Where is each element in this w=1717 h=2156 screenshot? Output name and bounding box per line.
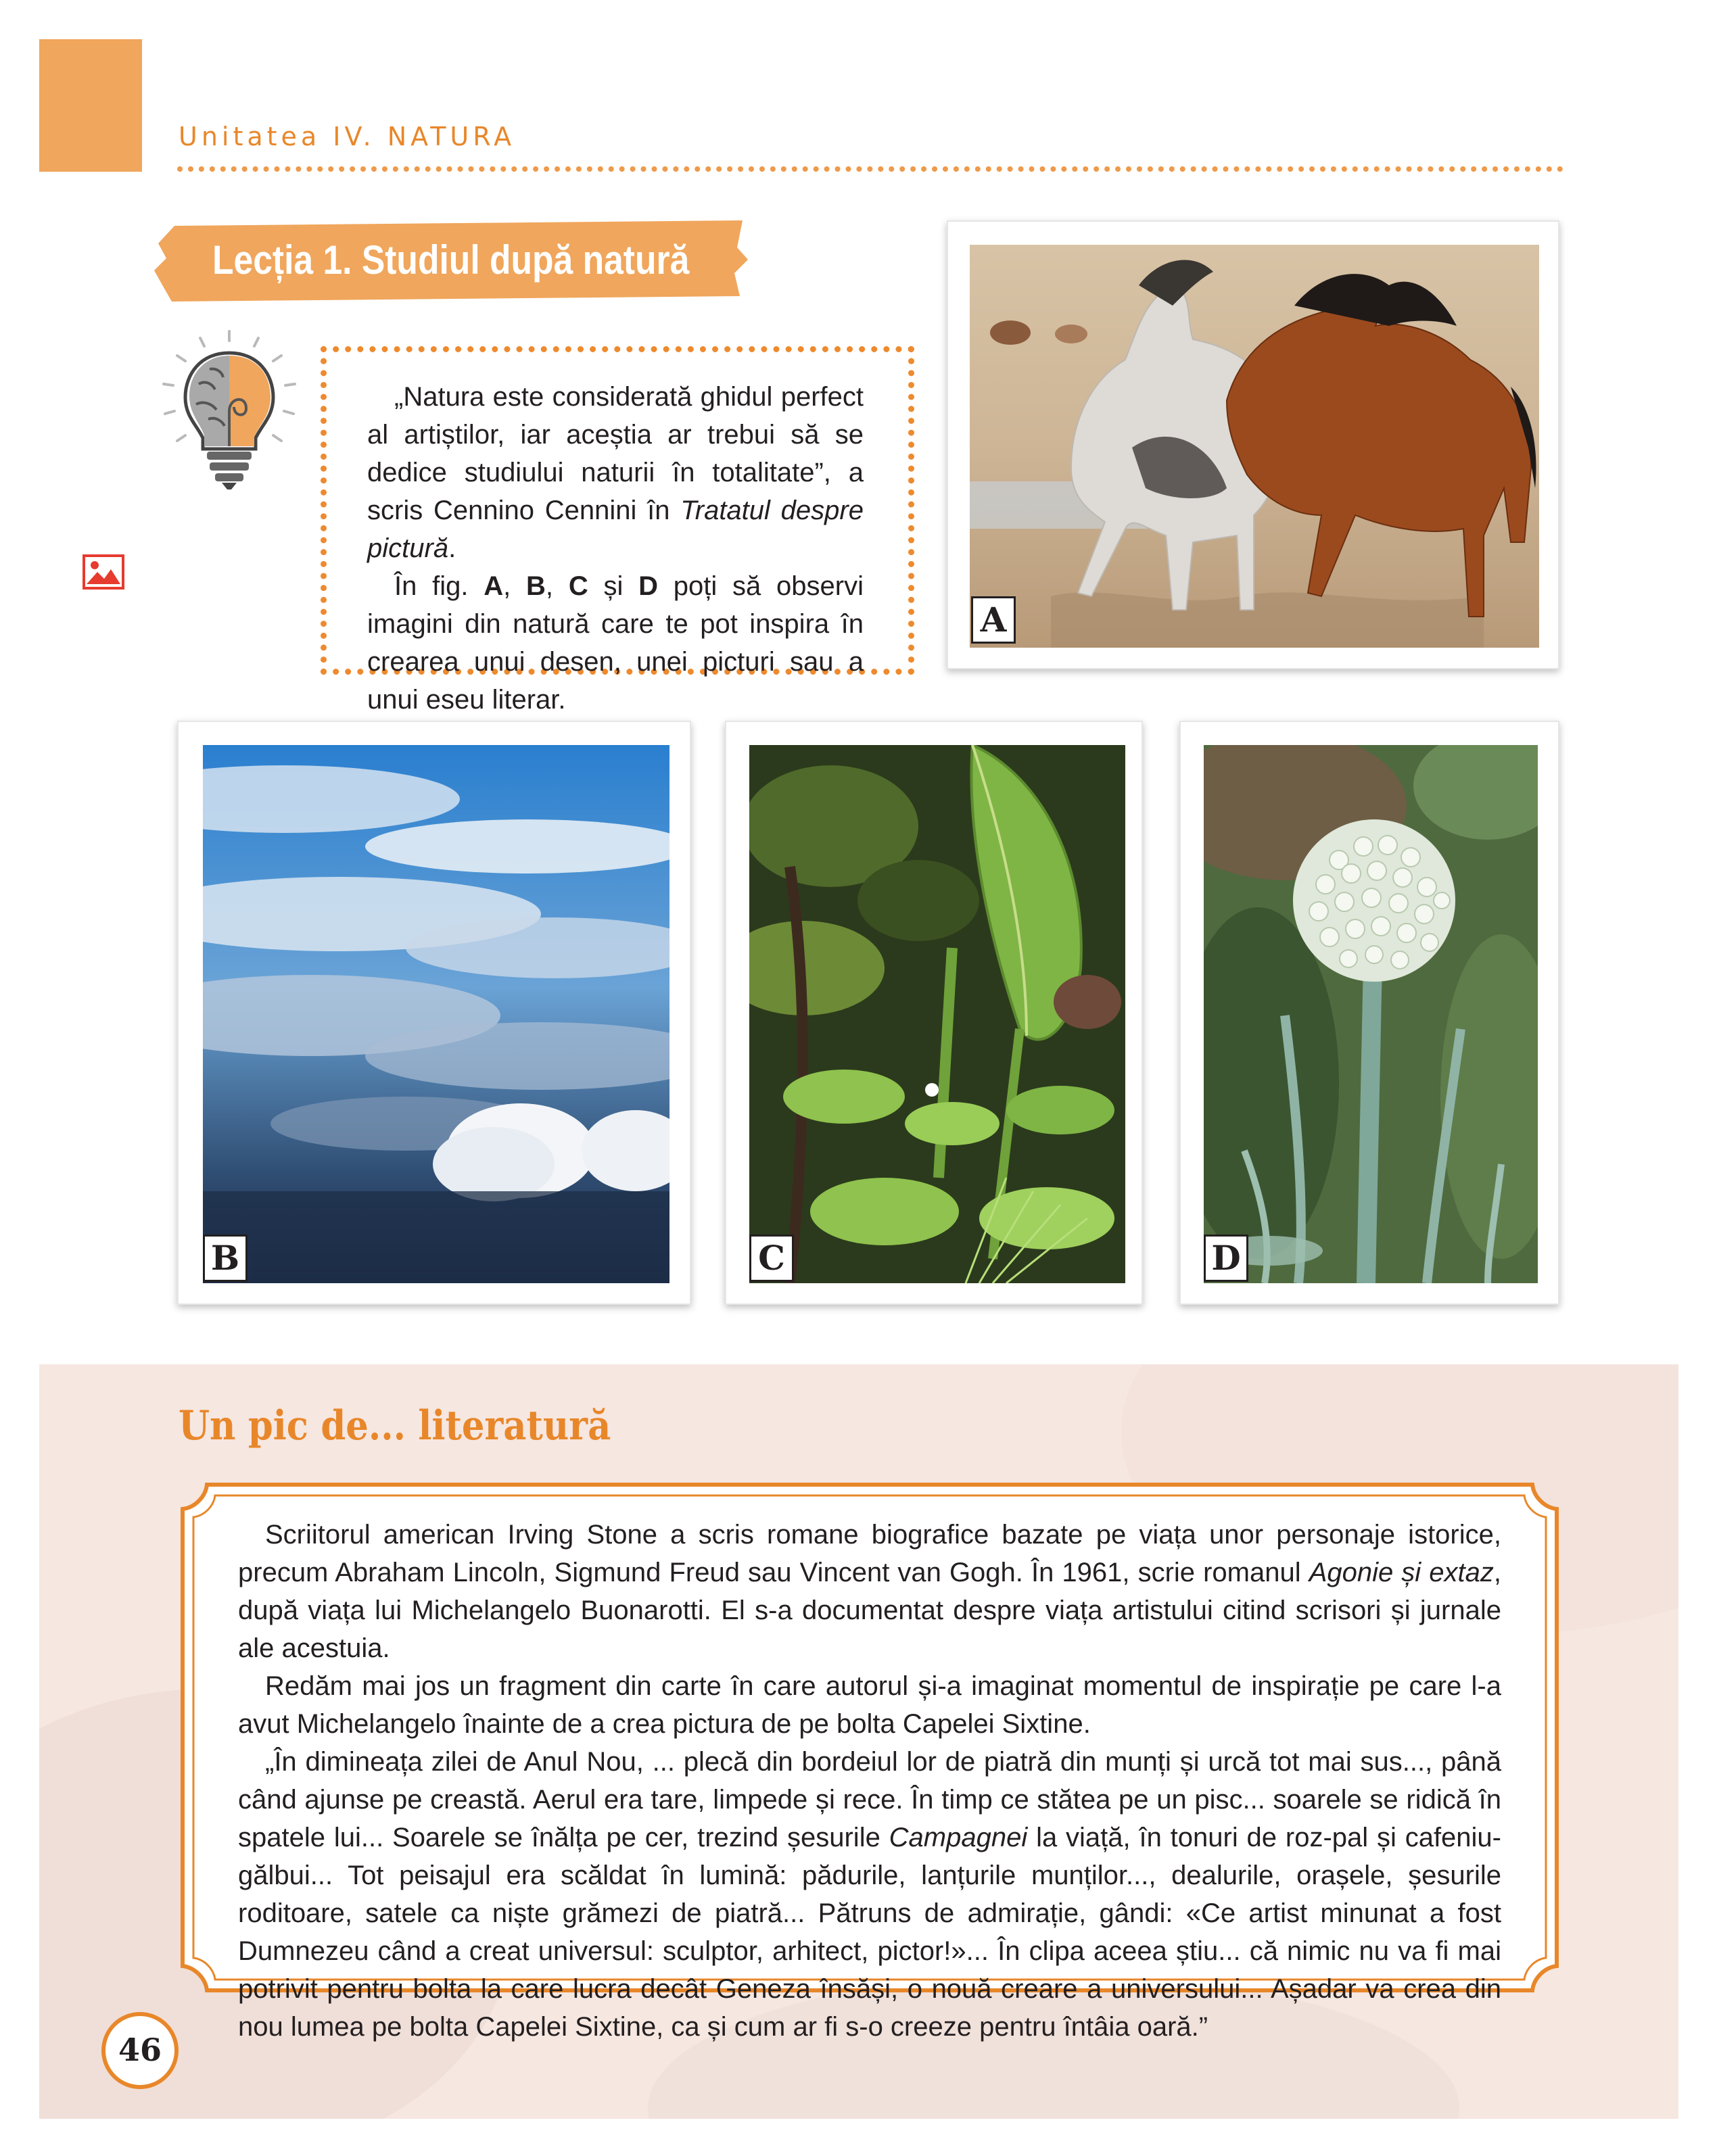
- photo-card-c: [725, 721, 1143, 1305]
- literature-paragraph-3: [238, 1743, 1501, 2046]
- figure-label-a: A: [971, 596, 1016, 644]
- literature-paragraph-2: Redăm mai jos un fragment din carte în care autorul și-a imaginat momentul de inspirație pe care l-a avut Michelangelo înainte de a crea pictura de pe bolta Capelei Sixtine.: [238, 1671, 1501, 1739]
- image-icon[interactable]: [83, 554, 124, 590]
- intro-text: [367, 378, 864, 719]
- fig-ref-c: C: [568, 571, 588, 601]
- lit-p3-rest: la viață, în tonuri de roz-pal și cafeniu-gălbui... Tot peisajul era scăldat în lumină: pădurile, lanțurile munților..., dealurile, orașele, șesurile roditoare, satele ca niște grămezi de piatră... Pătruns de admirație, gândi: «Ce artist minunat a fost Dumnezeu când a creat universul: sculptor, arhitect, pictor!»... În clipa aceea știu... că nimic nu va fi mai potrivit pentru bolta la care lucra decât Geneza însăși, o nouă creare a universului... Așadar va crea din nou lumea pe bolta Capelei Sixtine, ca și cum ar fi s-o creeze pentru întâia oară.”: [238, 1823, 1501, 2042]
- intro-p1-end: .: [448, 533, 456, 563]
- intro-p2-start: În fig.: [394, 571, 484, 601]
- literature-section: [39, 1364, 1678, 2119]
- fig-ref-a: A: [484, 571, 504, 601]
- header-divider: [177, 166, 1563, 172]
- intro-sep-2: ,: [545, 571, 569, 601]
- brain-lightbulb-icon: [158, 330, 300, 492]
- intro-sep-1: ,: [503, 571, 527, 601]
- photo-card-a: [947, 220, 1559, 669]
- photo-card-d: [1179, 721, 1559, 1305]
- page-number: 46: [101, 2012, 179, 2089]
- corner-tab: [39, 39, 142, 172]
- horses-photo: [970, 245, 1539, 648]
- lesson-title: Lecția 1. Studiul după natură: [212, 237, 690, 283]
- literature-frame: [180, 1482, 1559, 2042]
- novel-title: Agonie și extaz: [1309, 1558, 1494, 1587]
- intro-paragraph-2: [367, 567, 864, 719]
- lesson-banner: [154, 220, 749, 302]
- figure-label-b: B: [203, 1235, 248, 1282]
- photo-card-b: [177, 721, 691, 1305]
- treatise-title: Tratatul despre pictură: [367, 496, 864, 563]
- intro-quote-box: [321, 346, 914, 715]
- figure-label-d: D: [1204, 1235, 1248, 1282]
- literature-text: [238, 1516, 1501, 2046]
- intro-p1-text: „Natura este considerată ghidul perfect al artiștilor, iar aceștia ar trebui să se dedice studiului naturii în totalitate”, a scris Cennino Cennini în: [367, 382, 864, 525]
- intro-sep-3: și: [588, 571, 639, 601]
- literature-paragraph-1: [238, 1516, 1501, 1667]
- pond-leaves-photo: [749, 745, 1125, 1283]
- intro-p2-rest: poți să observi imagini din natură care te pot inspira în crearea unui desen, unei picturi sau a unui eseu literar.: [367, 571, 864, 715]
- unit-title: Unitatea IV. NATURA: [179, 122, 516, 151]
- literature-title: Un pic de... literatură: [179, 1402, 611, 1450]
- lit-p1-rest: , după viața lui Michelangelo Buonarotti. El s-a documentat despre viața artistului citind scrisori și jurnale ale acestuia.: [238, 1558, 1501, 1663]
- campagna-name: Campagnei: [889, 1823, 1028, 1852]
- fig-ref-d: D: [638, 571, 659, 601]
- fig-ref-b: B: [526, 571, 546, 601]
- lit-p3-text: „În dimineața zilei de Anul Nou, ... plecă din bordeiul lor de piatră din munți și urcă tot mai sus..., până când ajunse pe creastă. Aerul era tare, limpede și rece. În timp ce stătea pe un pisc... soarele se ridică în spatele lui... Soarele se înălța pe cer, trezind șesurile: [238, 1747, 1501, 1852]
- clouds-photo: [203, 745, 669, 1283]
- lit-p1-text: Scriitorul american Irving Stone a scris romane biografice bazate pe viața unor personaje istorice, precum Abraham Lincoln, Sigmund Freud sau Vincent van Gogh. În 1961, scrie romanul: [238, 1520, 1501, 1587]
- onion-flower-photo: [1204, 745, 1538, 1283]
- figure-label-c: C: [749, 1235, 794, 1282]
- intro-paragraph-1: [367, 378, 864, 567]
